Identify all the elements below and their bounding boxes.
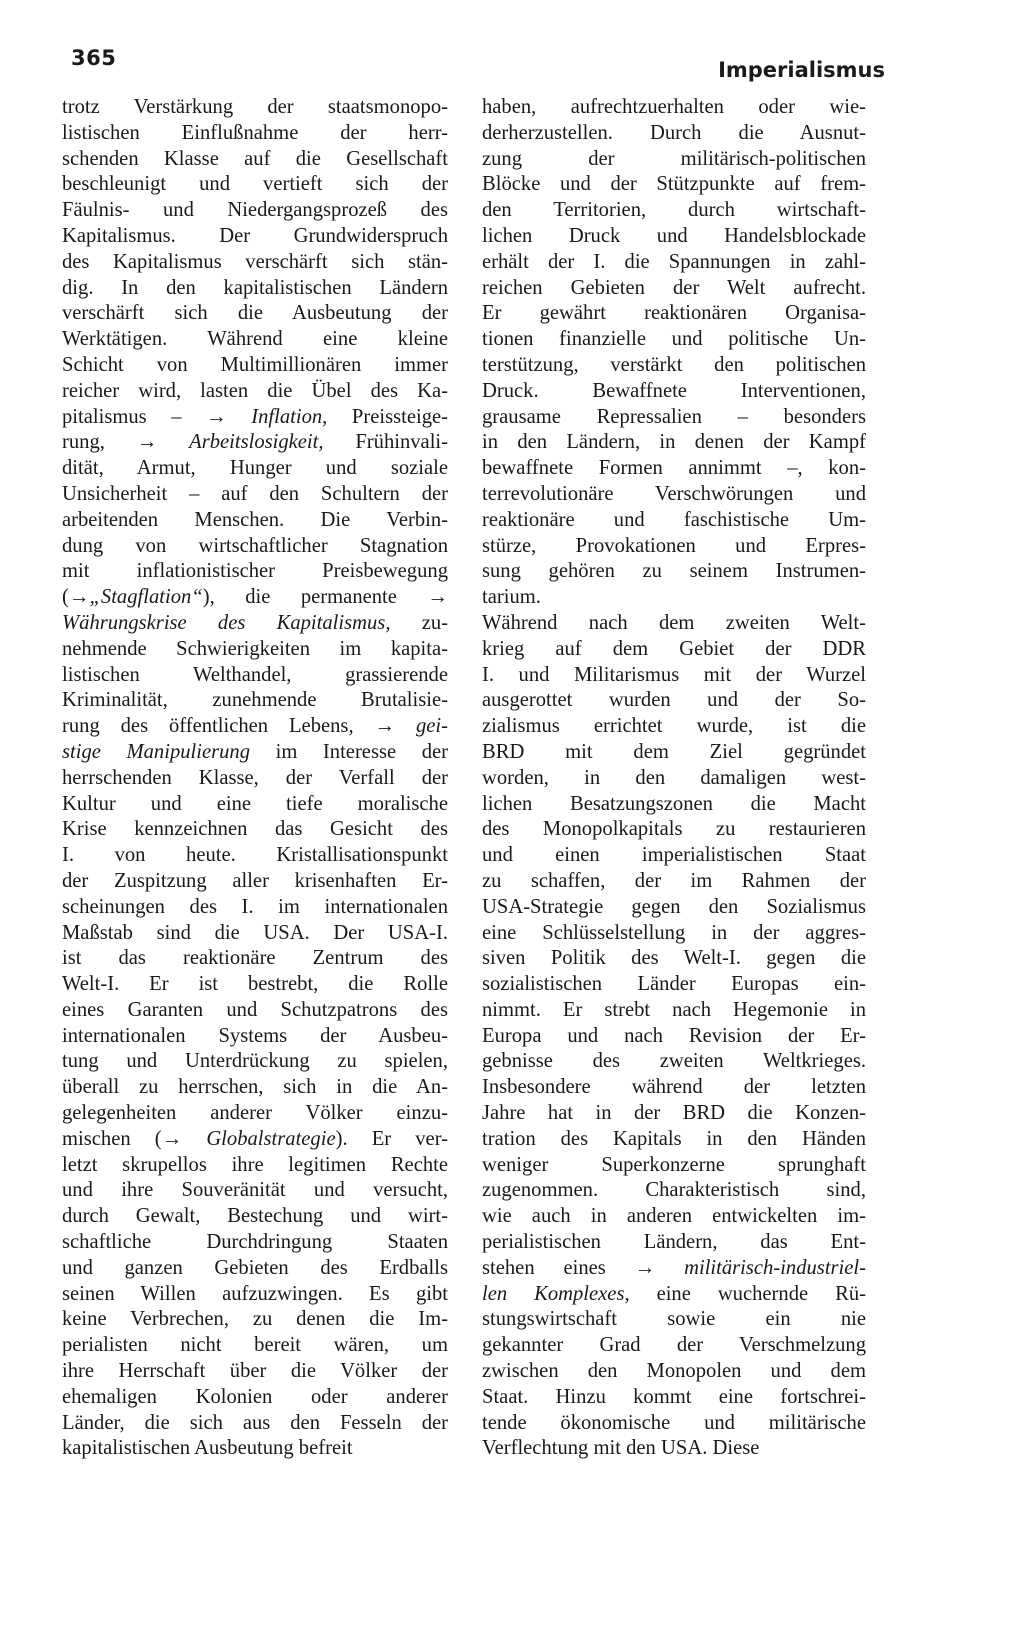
text-line: Kultur und eine tiefe moralische (62, 792, 448, 815)
page-number: 365 (71, 46, 117, 70)
text-line: herrschenden Klasse, der Verfall der (62, 766, 448, 789)
text-line: erhält der I. die Spannungen in zahl- (482, 250, 866, 273)
text-line: Europa und nach Revision der Er- (482, 1024, 866, 1047)
text-line: verschärft sich die Ausbeutung der (62, 302, 448, 325)
text-line: tung und Unterdrückung zu spielen, (62, 1050, 448, 1073)
text-line: siven Politik des Welt-I. gegen die (482, 947, 866, 970)
text-line: stehen eines → militärisch-industriel- (482, 1256, 866, 1279)
text-line: zugenommen. Charakteristisch sind, (482, 1179, 866, 1202)
text-line: pitalismus – → Inflation, Preissteige- (62, 405, 448, 428)
text-line: I. von heute. Kristallisationspunkt (62, 844, 448, 867)
text-line: listischen Welthandel, grassierende (62, 663, 448, 686)
text-line: Währungskrise des Kapitalismus, zu- (62, 611, 448, 634)
text-line: dig. In den kapitalistischen Ländern (62, 276, 448, 299)
running-head: Imperialismus (718, 58, 885, 82)
text-line: Unsicherheit – auf den Schultern der (62, 482, 448, 505)
text-line: rung, → Arbeitslosigkeit, Frühinvali- (62, 431, 448, 454)
text-line: eines Garanten und Schutzpatrons des (62, 998, 448, 1021)
text-line: lichen Besatzungszonen die Macht (482, 792, 866, 815)
text-line: des Monopolkapitals zu restaurieren (482, 818, 866, 841)
text-line: und einen imperialistischen Staat (482, 844, 866, 867)
text-line: des Kapitalismus verschärft sich stän- (62, 250, 448, 273)
text-line: internationalen Systems der Ausbeu- (62, 1024, 448, 1047)
text-line: Druck. Bewaffnete Interventionen, (482, 379, 866, 402)
text-line: eine Schlüsselstellung in der aggres- (482, 921, 866, 944)
right-text-column (482, 95, 866, 1462)
text-line: durch Gewalt, Bestechung und wirt- (62, 1205, 448, 1228)
text-line: tration des Kapitals in den Händen (482, 1127, 866, 1150)
text-line: stürze, Provokationen und Erpres- (482, 534, 866, 557)
text-line: reichen Gebieten der Welt aufrecht. (482, 276, 866, 299)
text-line: Werktätigen. Während eine kleine (62, 328, 448, 351)
text-line: nehmende Schwierigkeiten im kapita- (62, 637, 448, 660)
text-line: bewaffnete Formen annimmt –, kon- (482, 457, 866, 480)
text-line: sung gehören zu seinem Instrumen- (482, 560, 866, 583)
text-line: tarium. (482, 586, 541, 609)
text-line: perialisten nicht bereit wären, um (62, 1334, 448, 1357)
text-line: ausgerottet wurden und der So- (482, 689, 866, 712)
text-line: Er gewährt reaktionären Organisa- (482, 302, 866, 325)
text-line: Fäulnis- und Niedergangsprozeß des (62, 199, 448, 222)
text-line: der Zuspitzung aller krisenhaften Er- (62, 869, 448, 892)
text-line: tionen finanzielle und politische Un- (482, 328, 866, 351)
text-line: schenden Klasse auf die Gesellschaft (62, 147, 448, 170)
text-line: Insbesondere während der letzten (482, 1076, 866, 1099)
text-line: und ganzen Gebieten des Erdballs (62, 1256, 448, 1279)
text-line: Maßstab sind die USA. Der USA-I. (62, 921, 448, 944)
text-line: dität, Armut, Hunger und soziale (62, 457, 448, 480)
text-line: Verflechtung mit den USA. Diese (482, 1437, 760, 1460)
text-line: perialistischen Ländern, das Ent- (482, 1231, 866, 1254)
text-line: reaktionäre und faschistische Um- (482, 508, 866, 531)
text-line: seinen Willen aufzuzwingen. Es gibt (62, 1282, 448, 1305)
text-line: schaftliche Durchdringung Staaten (62, 1231, 448, 1254)
text-line: haben, aufrechtzuerhalten oder wie- (482, 96, 866, 118)
text-line: I. und Militarismus mit der Wurzel (482, 663, 866, 686)
text-line: (→„Stagflation“), die permanente → (62, 586, 448, 609)
text-line: Krise kennzeichnen das Gesicht des (62, 818, 448, 841)
text-line: gekannter Grad der Verschmelzung (482, 1334, 866, 1357)
text-line: derherzustellen. Durch die Ausnut- (482, 121, 866, 144)
text-line: stungswirtschaft sowie ein nie (482, 1308, 866, 1331)
text-line: listischen Einflußnahme der herr- (62, 121, 448, 144)
text-line: lichen Druck und Handelsblockade (482, 224, 866, 247)
text-line: sozialistischen Länder Europas ein- (482, 973, 866, 996)
text-line: Kapitalismus. Der Grundwiderspruch (62, 224, 448, 247)
text-line: len Komplexes, eine wuchernde Rü- (482, 1282, 866, 1305)
text-line: Kriminalität, zunehmende Brutalisie- (62, 689, 448, 712)
text-line: nimmt. Er strebt nach Hegemonie in (482, 998, 866, 1021)
text-line: BRD mit dem Ziel gegründet (482, 740, 866, 763)
text-line: Schicht von Multimillionären immer (62, 353, 448, 376)
text-line: krieg auf dem Gebiet der DDR (482, 637, 866, 660)
text-line: rung des öffentlichen Lebens, → gei- (62, 715, 448, 738)
text-line: gelegenheiten anderer Völker einzu- (62, 1102, 448, 1125)
text-line: scheinungen des I. im internationalen (62, 895, 448, 918)
text-line: den Territorien, durch wirtschaft- (482, 199, 866, 222)
left-text-column (62, 95, 448, 1462)
text-line: Während nach dem zweiten Welt- (482, 611, 866, 634)
text-line: kapitalistischen Ausbeutung befreit (62, 1437, 353, 1460)
text-line: grausame Repressalien – besonders (482, 405, 866, 428)
text-line: zung der militärisch-politischen (482, 147, 866, 170)
text-line: stige Manipulierung im Interesse der (62, 740, 448, 763)
text-line: beschleunigt und vertieft sich der (62, 173, 448, 196)
text-line: tende ökonomische und militärische (482, 1411, 866, 1434)
text-line: arbeitenden Menschen. Die Verbin- (62, 508, 448, 531)
text-line: ehemaligen Kolonien oder anderer (62, 1385, 448, 1408)
text-line: Jahre hat in der BRD die Konzen- (482, 1102, 866, 1125)
text-line: mischen (→ Globalstrategie). Er ver- (62, 1127, 448, 1150)
text-line: überall zu herrschen, sich in die An- (62, 1076, 448, 1099)
text-line: trotz Verstärkung der staatsmonopo- (62, 96, 448, 118)
text-line: worden, in den damaligen west- (482, 766, 866, 789)
text-line: Blöcke und der Stützpunkte auf frem- (482, 173, 866, 196)
text-line: zu schaffen, der im Rahmen der (482, 869, 866, 892)
text-line: terstützung, verstärkt den politischen (482, 353, 866, 376)
text-line: letzt skrupellos ihre legitimen Rechte (62, 1153, 448, 1176)
text-line: reicher wird, lasten die Übel des Ka- (62, 379, 448, 402)
text-line: und ihre Souveränität und versucht, (62, 1179, 448, 1202)
text-line: in den Ländern, in denen der Kampf (482, 431, 866, 454)
text-line: zwischen den Monopolen und dem (482, 1360, 866, 1383)
text-line: Welt-I. Er ist bestrebt, die Rolle (62, 973, 448, 996)
text-line: weniger Superkonzerne sprunghaft (482, 1153, 866, 1176)
text-line: ist das reaktionäre Zentrum des (62, 947, 448, 970)
text-line: Staat. Hinzu kommt eine fortschrei- (482, 1385, 866, 1408)
text-line: zialismus errichtet wurde, ist die (482, 715, 866, 738)
text-line: wie auch in anderen entwickelten im- (482, 1205, 866, 1228)
text-line: USA-Strategie gegen den Sozialismus (482, 895, 866, 918)
text-line: dung von wirtschaftlicher Stagnation (62, 534, 448, 557)
text-line: terrevolutionäre Verschwörungen und (482, 482, 866, 505)
text-line: Länder, die sich aus den Fesseln der (62, 1411, 448, 1434)
text-line: keine Verbrechen, zu denen die Im- (62, 1308, 448, 1331)
text-line: gebnisse des zweiten Weltkrieges. (482, 1050, 866, 1073)
text-line: ihre Herrschaft über die Völker der (62, 1360, 448, 1383)
text-line: mit inflationistischer Preisbewegung (62, 560, 448, 583)
